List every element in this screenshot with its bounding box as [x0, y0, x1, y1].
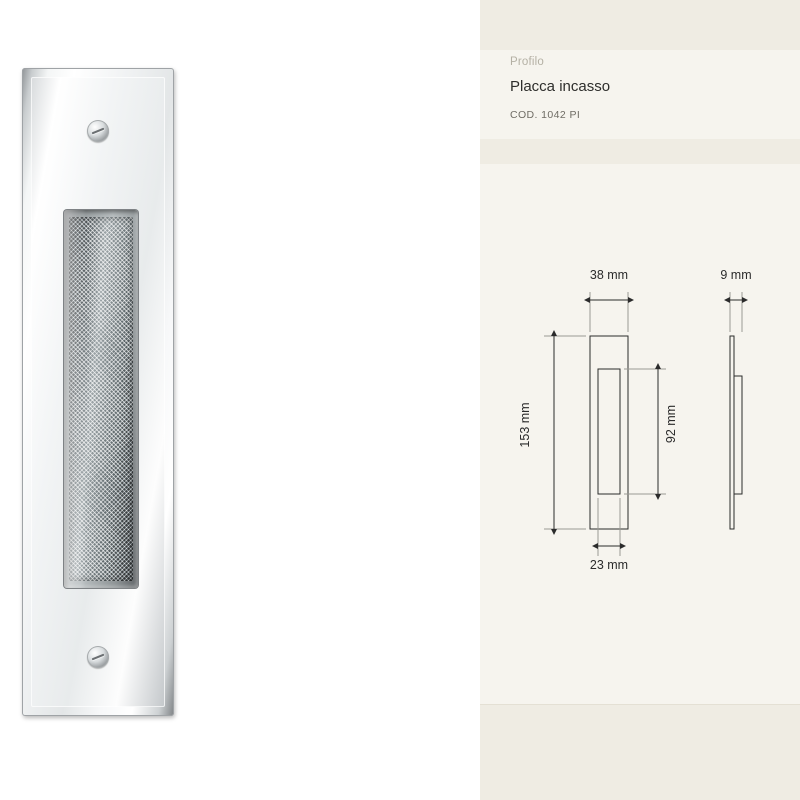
dimension-depth-9mm: 9 mm	[720, 268, 752, 282]
technical-drawing	[480, 164, 800, 704]
product-code: COD. 1042 PI	[510, 109, 581, 121]
dimension-width-38mm: 38 mm	[589, 268, 629, 282]
screw-top	[87, 120, 109, 142]
spec-header	[480, 50, 800, 139]
plate-body	[22, 68, 174, 716]
dimension-inner-height-92mm: 92 mm	[664, 404, 678, 444]
product-title: Placca incasso	[510, 78, 611, 95]
knurled-recess	[64, 210, 138, 588]
dimension-inner-width-23mm: 23 mm	[589, 558, 629, 572]
dimension-height-153mm: 153 mm	[518, 402, 532, 448]
product-category: Profilo	[510, 56, 544, 68]
spec-pane	[480, 0, 800, 800]
spec-footer-divider	[480, 704, 800, 705]
product-image	[22, 68, 174, 716]
screw-bottom	[87, 646, 109, 668]
knurl-texture	[69, 217, 133, 581]
spec-drawing-area	[480, 164, 800, 704]
